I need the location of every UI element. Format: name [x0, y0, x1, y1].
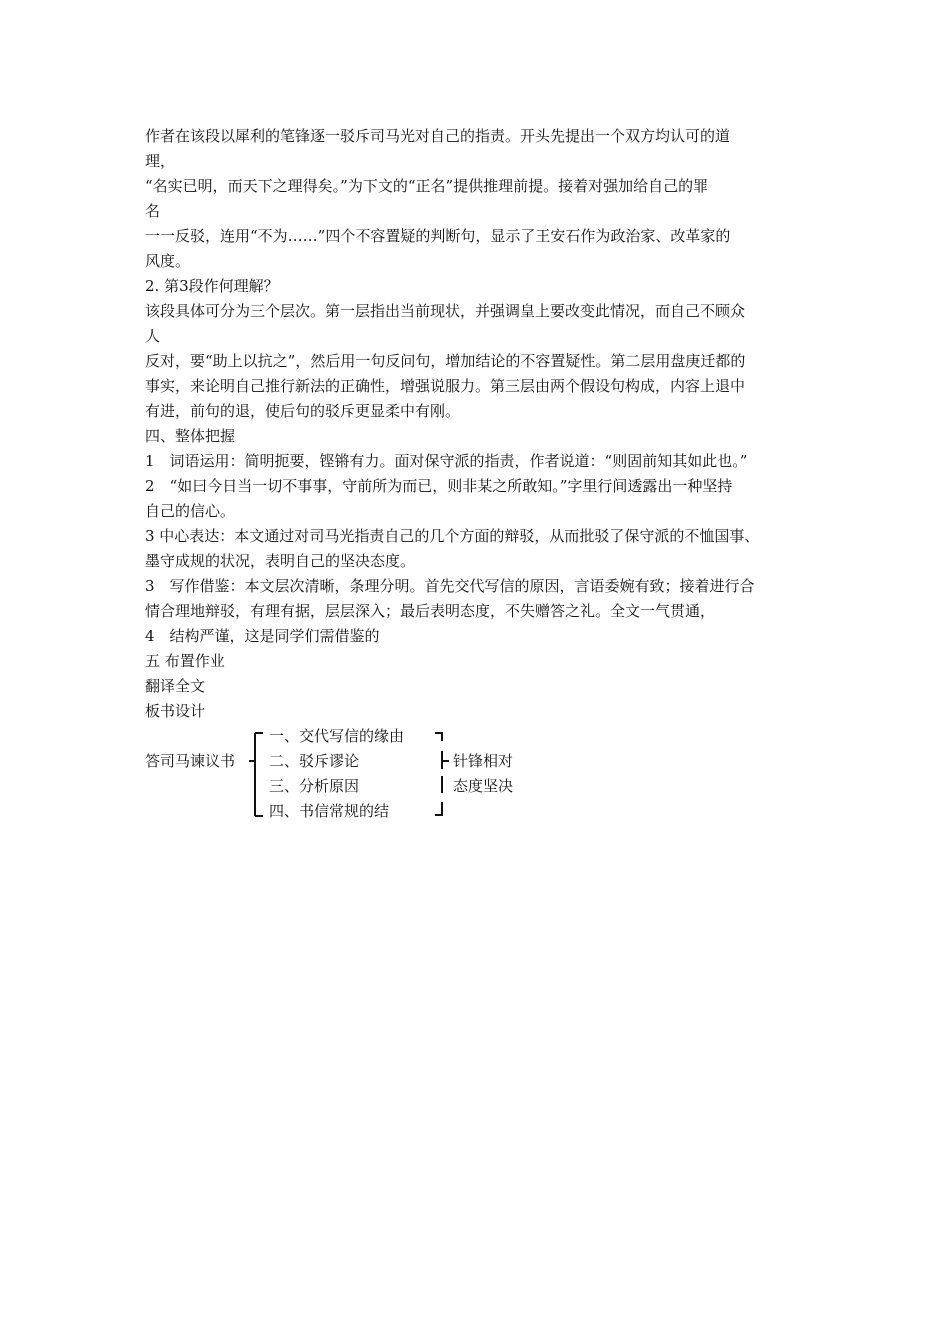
- section-heading: 板书设计: [145, 702, 206, 720]
- section-heading: 四、整体把握: [145, 427, 236, 445]
- section-heading: 五 布置作业: [145, 652, 225, 670]
- text-line: 3 写作借鉴：本文层次清晰，条理分明。首先交代写信的原因，言语委婉有致；接着进行合: [145, 577, 755, 595]
- board-item: 四、书信常规的结: [269, 802, 390, 820]
- text-line: 有进，前句的退，使后句的驳斥更显柔中有刚。: [145, 402, 461, 420]
- text-line: 翻译全文: [145, 677, 206, 695]
- right-bracket-bottom: [435, 802, 442, 815]
- board-item: 二、驳斥谬论: [269, 752, 360, 770]
- section-heading: 2. 第3段作何理解？: [145, 277, 279, 295]
- board-title: 答司马谏议书: [145, 752, 236, 770]
- board-summary: 针锋相对: [453, 752, 514, 770]
- text-line: 风度。: [145, 252, 191, 270]
- text-line: 情合理地辩驳，有理有据，层层深入；最后表明态度，不失赠答之礼。全文一气贯通，: [145, 602, 716, 620]
- text-line: 人: [145, 327, 161, 345]
- text-line: 墨守成规的状况，表明自己的坚决态度。: [145, 552, 416, 570]
- document-body: [145, 124, 825, 824]
- text-line: 3 中心表达：本文通过对司马光指责自己的几个方面的辩驳，从而批驳了保守派的不恤国事、: [145, 527, 760, 545]
- board-item: 三、分析原因: [269, 777, 360, 795]
- text-line: 该段具体可分为三个层次。第一层指出当前现状，并强调皇上要改变此情况，而自己不顾众: [145, 302, 746, 320]
- text-line: 一一反驳，连用“不为……”四个不容置疑的判断句，显示了王安石作为政治家、改革家的: [145, 227, 731, 245]
- text-line: 自己的信心。: [145, 502, 236, 520]
- text-line: 理，: [145, 152, 176, 170]
- text-line: “名实已明，而天下之理得矣。”为下文的“正名”提供推理前提。接着对强加给自己的罪: [145, 177, 709, 195]
- text-line: 反对，要“助上以抗之”，然后用一句反问句，增加结论的不容置疑性。第二层用盘庚迁都的: [145, 352, 746, 370]
- text-line: 1 词语运用：简明扼要，铿锵有力。面对保守派的指责，作者说道：“则固前知其如此也。”: [145, 452, 748, 470]
- text-line: 4 结构严谨，这是同学们需借鉴的: [145, 627, 380, 645]
- board-summary: 态度坚决: [453, 777, 514, 795]
- board-item: 一、交代写信的缘由: [269, 727, 405, 745]
- text-line: 2 “如曰今日当一切不事事，守前所为而已，则非某之所敢知。”字里行间透露出一种坚持: [145, 477, 733, 495]
- text-line: 事实，来论明自己推行新法的正确性，增强说服力。第三层由两个假设句构成，内容上退中: [145, 377, 746, 395]
- right-bracket-top: [435, 733, 442, 741]
- text-line: 名: [145, 202, 161, 220]
- text-line: 作者在该段以犀利的笔锋逐一驳斥司马光对自己的指责。开头先提出一个双方均认可的道: [145, 127, 731, 145]
- blackboard-design: [145, 724, 825, 824]
